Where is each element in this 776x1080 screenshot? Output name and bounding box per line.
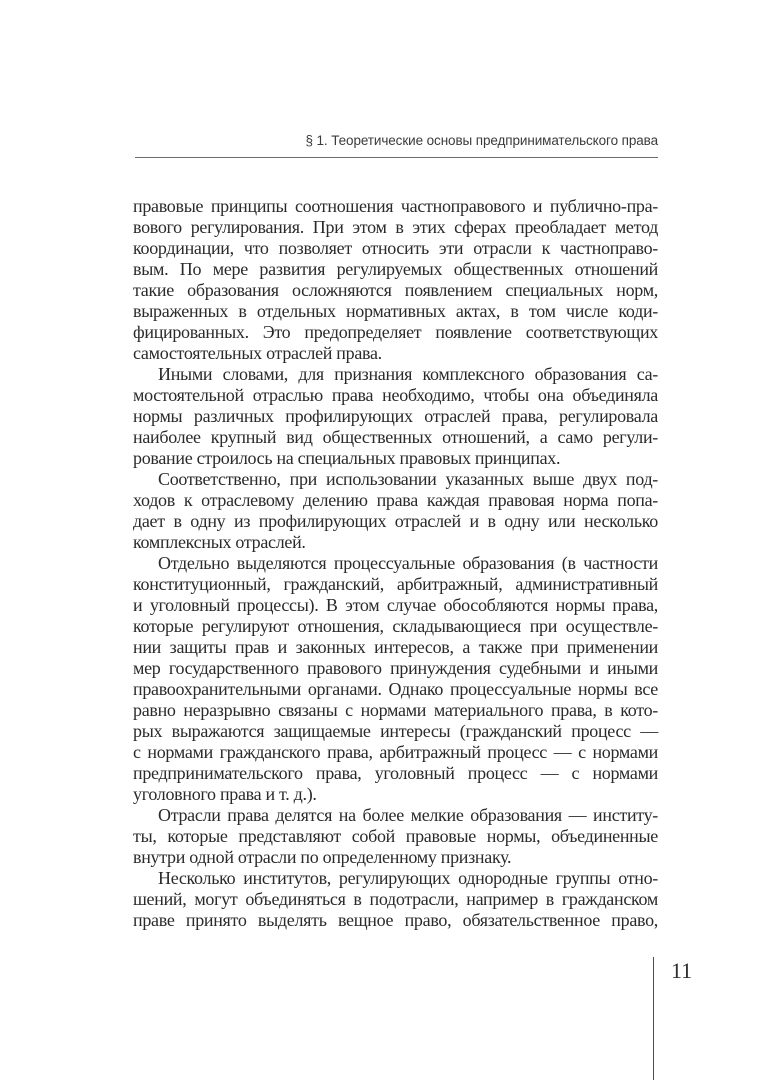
- paragraph: [133, 805, 658, 868]
- page-number: 11: [671, 958, 693, 983]
- text-line: Отдельно выделяются процессуальные образования (в частности: [158, 553, 658, 573]
- text-line: правоохранительными органами. Однако процессуальные нормы все: [133, 679, 658, 699]
- text-line: нии защиты прав и законных интересов, а также при применении: [133, 637, 658, 657]
- text-line: наиболее крупный вид общественных отношений, а само регули-: [133, 427, 658, 447]
- text-line: рых выражаются защищаемые интересы (гражданский процесс —: [133, 721, 658, 741]
- text-line: координации, что позволяет относить эти отрасли к частноправо-: [133, 238, 658, 258]
- text-line: ходов к отраслевому делению права каждая правовая норма попа-: [133, 490, 658, 510]
- text-line: шений, могут объединяться в подотрасли, например в гражданском: [133, 889, 658, 909]
- header-rule: [135, 157, 658, 158]
- text-line: рование строилось на специальных правовых принципах.: [133, 448, 561, 468]
- text-line: вым. По мере развития регулируемых общественных отношений: [133, 259, 658, 279]
- paragraph: [133, 469, 658, 553]
- text-line: Отрасли права делятся на более мелкие образования — институ-: [158, 805, 658, 825]
- text-line: с нормами гражданского права, арбитражный процесс — с нормами: [133, 742, 658, 762]
- body-text: [133, 196, 658, 931]
- paragraph: [133, 364, 658, 469]
- text-line: равно неразрывно связаны с нормами материального права, в кото-: [133, 700, 658, 720]
- text-line: которые регулируют отношения, складывающиеся при осуществле-: [133, 616, 658, 636]
- text-line: такие образования осложняются появлением специальных норм,: [133, 280, 658, 300]
- text-line: комплексных отраслей.: [133, 532, 306, 552]
- paragraph: [133, 868, 658, 931]
- text-line: выраженных в отдельных нормативных актах, в том числе коди-: [133, 301, 658, 321]
- text-line: правовые принципы соотношения частноправового и публично-пра-: [133, 196, 658, 216]
- running-header-title: § 1. Теоретические основы предпринимательского права: [305, 133, 658, 148]
- text-line: вового регулирования. При этом в этих сферах преобладает метод: [133, 217, 658, 237]
- text-line: праве принято выделять вещное право, обязательственное право,: [133, 910, 658, 930]
- text-line: Соответственно, при использовании указанных выше двух под-: [158, 469, 658, 489]
- text-line: и уголовный процессы). В этом случае обособляются нормы права,: [133, 595, 658, 615]
- text-line: ты, которые представляют собой правовые нормы, объединенные: [133, 826, 658, 846]
- text-line: дает в одну из профилирующих отраслей и в одну или несколько: [133, 511, 658, 531]
- text-line: мер государственного правового принуждения судебными и иными: [133, 658, 658, 678]
- text-line: нормы различных профилирующих отраслей права, регулировала: [133, 406, 658, 426]
- text-line: Иными словами, для признания комплексного образования са-: [158, 364, 658, 384]
- paragraph: [133, 553, 658, 805]
- text-line: фицированных. Это предопределяет появление соответствующих: [133, 322, 658, 342]
- text-line: конституционный, гражданский, арбитражный, административный: [133, 574, 658, 594]
- text-line: уголовного права и т. д.).: [133, 784, 317, 804]
- text-line: самостоятельных отраслей права.: [133, 343, 382, 363]
- text-line: предпринимательского права, уголовный процесс — с нормами: [133, 763, 658, 783]
- text-line: внутри одной отрасли по определенному признаку.: [133, 847, 512, 867]
- footer-rule: [653, 957, 654, 1080]
- text-line: мостоятельной отраслью права необходимо, чтобы она объединяла: [133, 385, 658, 405]
- text-line: Несколько институтов, регулирующих однородные группы отно-: [158, 868, 658, 888]
- paragraph: [133, 196, 658, 364]
